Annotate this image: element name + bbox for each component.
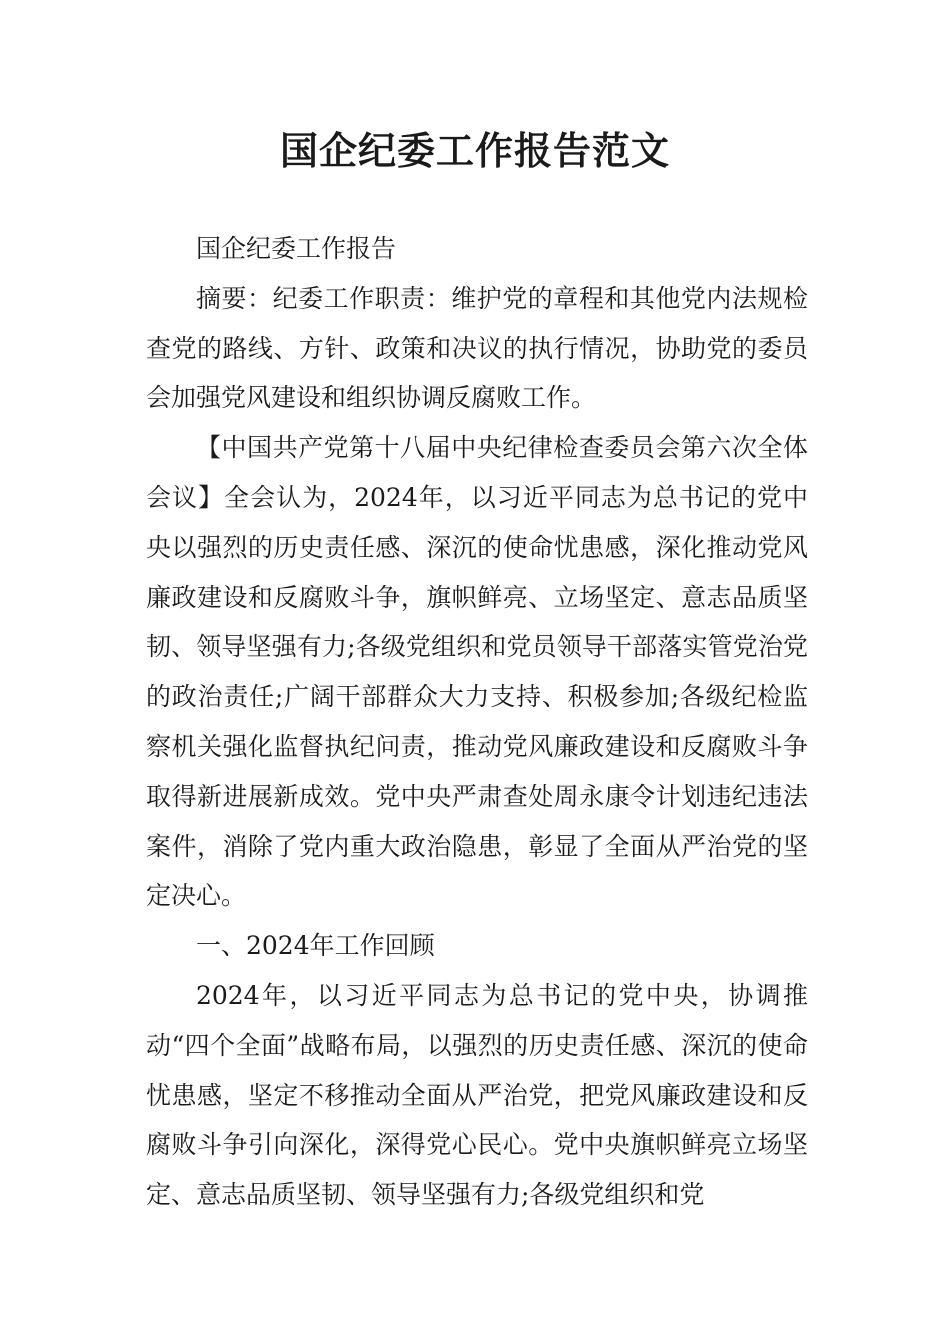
paragraph-abstract: 摘要：纪委工作职责：维护党的章程和其他党内法规检查党的路线、方针、政策和决议的执行情况，协助党的委员会加强党风建设和组织协调反腐败工作。 [146, 283, 808, 413]
paragraph-plenary-session: 【中国共产党第十八届中央纪律检查委员会第六次全体会议】全会认为，2024年，以习近平同志为总书记的党中央以强烈的历史责任感、深沉的使命忧患感，深化推动党风廉政建设和反腐败斗争，旗帜鲜亮、立场坚定、意志品质坚韧、领导坚强有力;各级党组织和党员领导干部落实管党治党的政治责任;广阔干部群众大力支持、积极参加;各级纪检监察机关强化监督执纪问责，推动党风廉政建设和反腐败斗争取得新进展新成效。党中央严肃查处周永康令计划违纪违法案件，消除了党内重大政治隐患，彰显了全面从严治党的坚定决心。 [146, 433, 808, 911]
section-heading-work-review: 一、2024年工作回顾 [196, 931, 435, 961]
document-body [146, 224, 808, 1220]
paragraph-subtitle: 国企纪委工作报告 [196, 234, 397, 263]
document-title: 国企纪委工作报告范文 [279, 128, 670, 173]
paragraph-work-review: 2024年，以习近平同志为总书记的党中央，协调推动“四个全面”战略布局，以强烈的历史责任感、深沉的使命忧患感，坚定不移推动全面从严治党，把党风廉政建设和反腐败斗争引向深化，深得党心民心。党中央旗帜鲜亮立场坚定、意志品质坚韧、领导坚强有力;各级党组织和党 [146, 980, 808, 1210]
